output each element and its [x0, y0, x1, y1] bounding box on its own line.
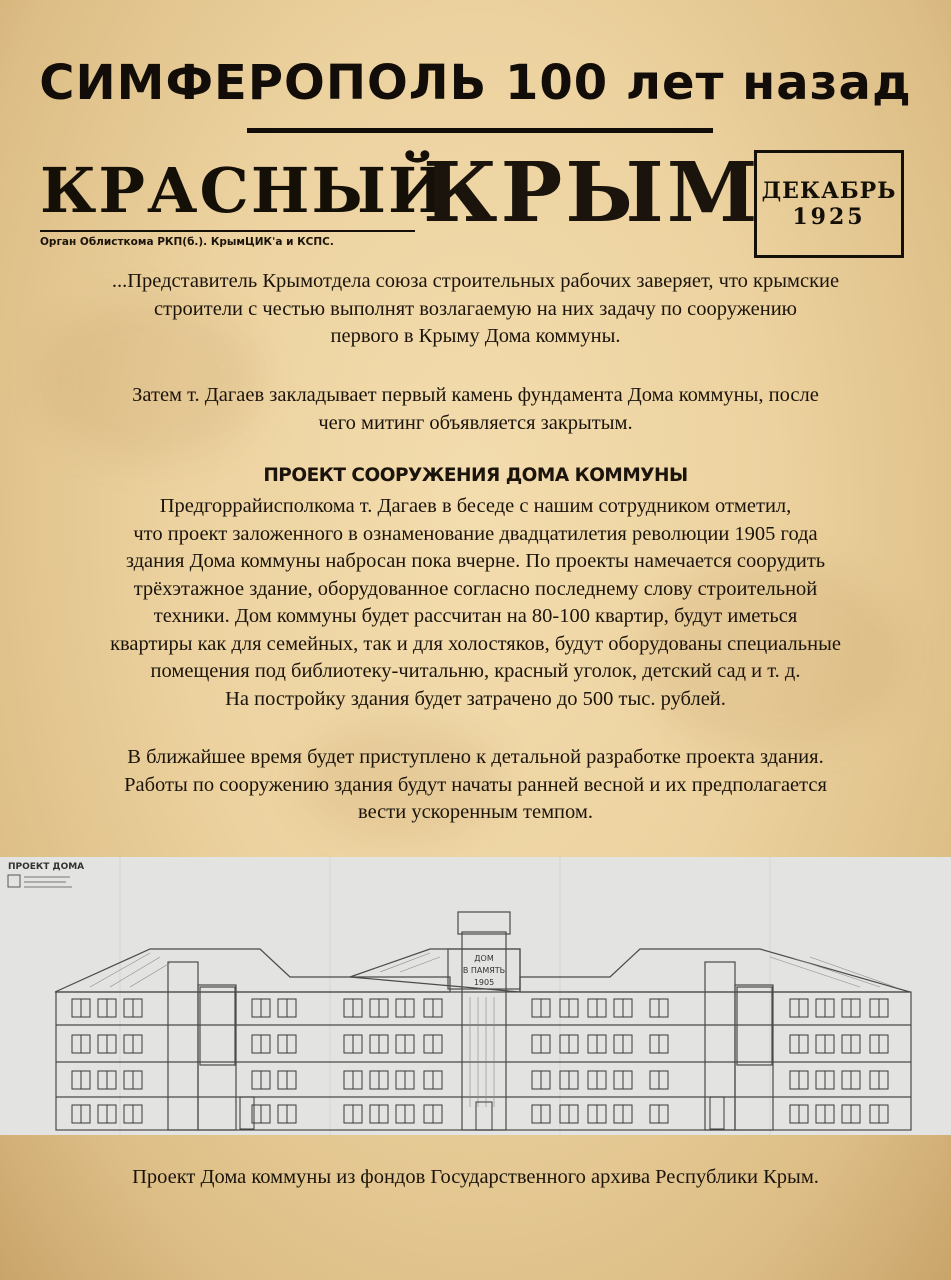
article-paragraph-2: Затем т. Дагаев закладывает первый камень фундамента Дома коммуны, после чего митинг объявляется закрытым.	[132, 384, 819, 434]
date-month: ДЕКАБРЬ	[761, 178, 897, 204]
page-title: СИМФЕРОПОЛЬ 100 лет назад	[39, 55, 912, 111]
drawing-caption: Проект Дома коммуны из фондов Государственного архива Республики Крым.	[132, 1166, 819, 1188]
article-paragraph-3: Предгоррайисполкома т. Дагаев в беседе с нашим сотрудником отметил, что проект заложенного в ознаменование двадцатилетия революции 1905 года здания Дома коммуны набросан пока вчерне. По проекты намечается соорудить трёхэтажное здание, оборудованное согласно последнему слову строительной техники. Дом коммуны будет рассчитан на 80-100 квартир, будут иметься квартиры как для семейных, так и для холостяков, будут оборудованы специальные помещения под библиотеку-читальню, красный уголок, детский сад и т. д. На постройку здания будет затрачено до 500 тыс. рублей.	[110, 495, 841, 710]
article-paragraph-1: ...Представитель Крымотдела союза строительных рабочих заверяет, что крымские строители с честью выполнят возлагаемую на них задачу по сооружению первого в Крыму Дома коммуны.	[111, 270, 840, 347]
title-underline	[247, 128, 713, 133]
newspaper-name-word1: КРАСНЫЙ	[40, 154, 449, 227]
building-facade-drawing	[0, 857, 951, 1135]
architectural-drawing	[0, 857, 951, 1135]
date-year: 1925	[792, 204, 866, 230]
newspaper-masthead	[40, 145, 910, 260]
drawing-sign-line1: ДОМ	[474, 954, 494, 963]
drawing-stamp: ПРОЕКТ ДОМА	[8, 862, 85, 872]
masthead-rule	[40, 230, 415, 232]
section-title: ПРОЕКТ СООРУЖЕНИЯ ДОМА КОММУНЫ	[263, 465, 688, 486]
date-box	[754, 150, 904, 258]
newspaper-subtitle: Орган Облисткома РКП(б.). КрымЦИК'а и КСПС.	[40, 236, 334, 248]
newspaper-name-word2: КРЫМ	[423, 145, 761, 241]
drawing-sign-line3: 1905	[473, 978, 495, 987]
drawing-sign-line2: В ПАМЯТЬ	[462, 966, 506, 975]
article-paragraph-4: В ближайшее время будет приступлено к детальной разработке проекта здания. Работы по сооружению здания будут начаты ранней весной и их предполагается вести ускоренным темпом.	[124, 746, 827, 823]
